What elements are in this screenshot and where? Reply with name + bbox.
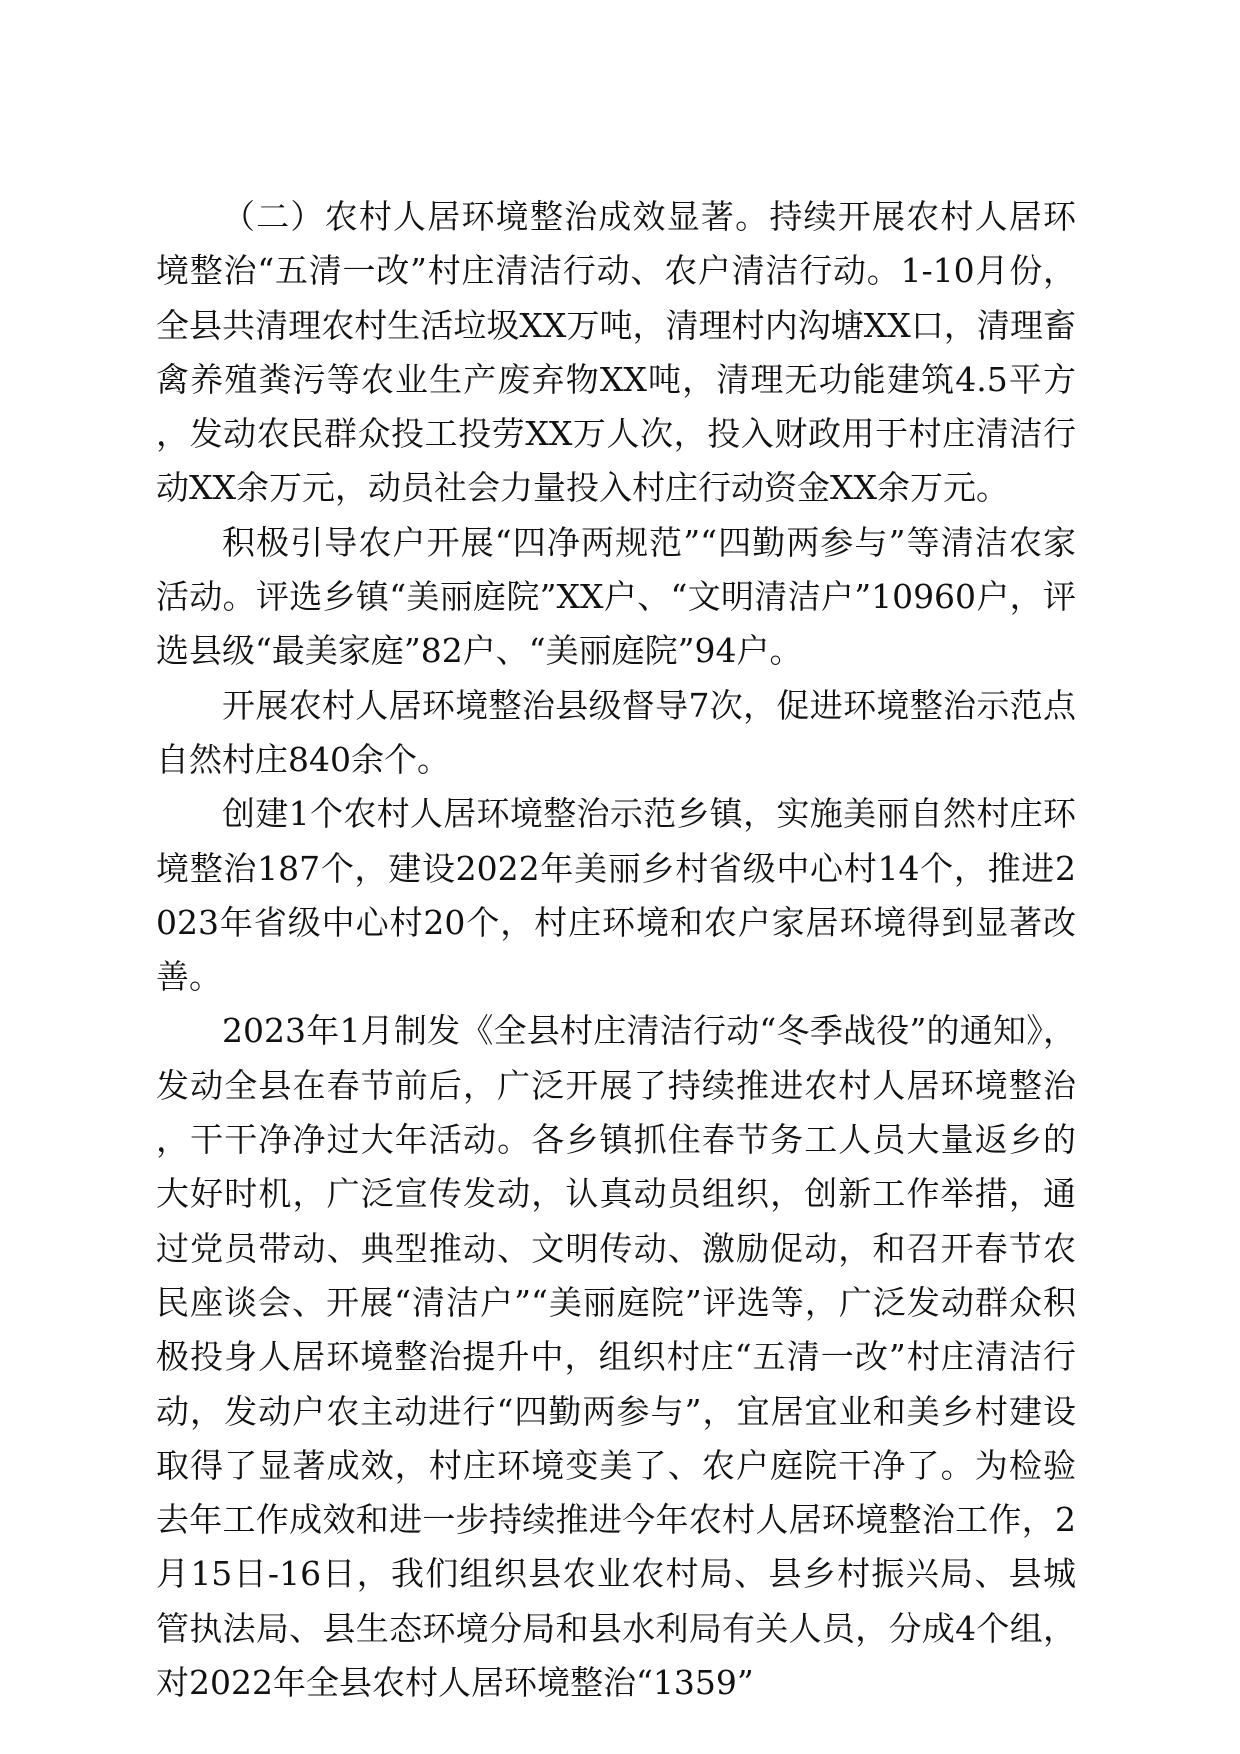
- paragraph-5: [156, 1004, 1076, 1710]
- paragraph-5-text: 2023年1月制发《全县村庄清洁行动“冬季战役”的通知》，发动全县在春节前后，广泛开展了持续推进农村人居环境整治，干干净净过大年活动。各乡镇抓住春节务工人员大量返乡的大好时机，广泛宣传发动，认真动员组织，创新工作举措，通过党员带动、典型推动、文明传动、激励促动，和召开春节农民座谈会、开展“清洁户”“美丽庭院”评选等，广泛发动群众积极投身人居环境整治提升中，组织村庄“五清一改”村庄清洁行动，发动户农主动进行“四勤两参与”，宜居宜业和美乡村建设取得了显著成效，村庄环境变美了、农户庭院干净了。为检验去年工作成效和进一步持续推进今年农村人居环境整治工作，2月15日-16日，我们组织县农业农村局、县乡村振兴局、县城管执法局、县生态环境分局和县水利局有关人员，分成4个组，对2022年全县农村人居环境整治“1359”: [156, 1011, 1076, 1703]
- paragraph-1-text: 持续开展农村人居环境整治“五清一改”村庄清洁行动、农户清洁行动。1-10月份，全县共清理农村生活垃圾XX万吨，清理村内沟塘XX口，清理畜禽养殖粪污等农业生产废弃物XX吨，清理无功能建筑4.5平方，发动农民群众投工投劳XX万人次，投入财政用于村庄清洁行动XX余万元，动员社会力量投入村庄行动资金XX余万元。: [156, 197, 1077, 508]
- paragraph-3-text: 开展农村人居环境整治县级督导7次，促进环境整治示范点自然村庄840余个。: [156, 685, 1076, 779]
- paragraph-1-heading: （二）农村人居环境整治成效显著。: [222, 197, 770, 236]
- paragraph-2: [156, 516, 1076, 679]
- paragraph-2-text: 积极引导农户开展“四净两规范”“四勤两参与”等清洁农家活动。评选乡镇“美丽庭院”XX户、“文明清洁户”10960户，评选县级“最美家庭”82户、“美丽庭院”94户。: [156, 522, 1076, 671]
- paragraph-4-text: 创建1个农村人居环境整治示范乡镇，实施美丽自然村庄环境整治187个，建设2022年美丽乡村省级中心村14个，推进2023年省级中心村20个，村庄环境和农户家居环境得到显著改善。: [156, 794, 1076, 997]
- paragraph-3: [156, 679, 1076, 788]
- paragraph-1: [156, 190, 1076, 516]
- document-body: [156, 190, 1076, 1710]
- paragraph-4: [156, 787, 1076, 1004]
